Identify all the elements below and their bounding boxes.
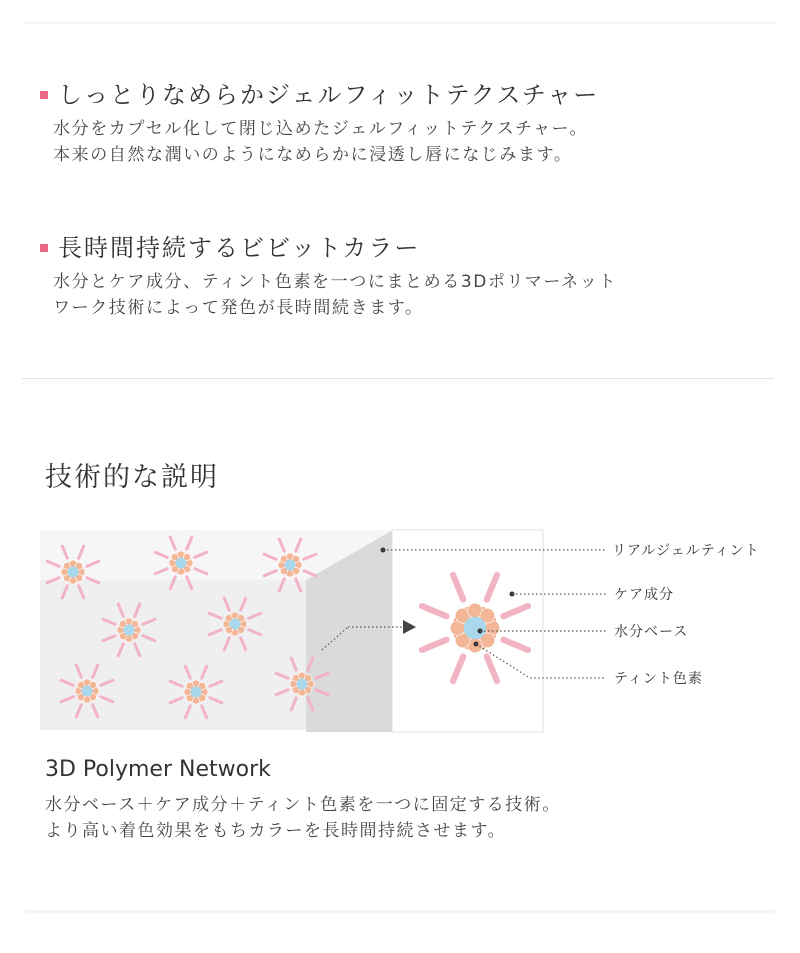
feature-title [40,233,760,263]
water-base-core [285,560,296,571]
feature-title-text: 長時間持続するビビットカラー [58,234,421,262]
feature-title-text: しっとりなめらかジェルフィットテクスチャー [58,81,600,109]
label-real-gel-tint: リアルジェルティント [612,543,760,559]
label-care-ingredient: ケア成分 [614,587,674,603]
square-bullet-icon [40,91,48,99]
polymer-description-line: より高い着色効果をもちカラーを長時間持続させます。 [45,821,507,841]
feature-gel-fit-texture [40,80,760,168]
feature-description-line: 水分をカプセル化して閉じ込めたジェルフィットテクスチャー。 [53,119,589,139]
water-base-core [191,687,202,698]
polymer-description-line: 水分ベース＋ケア成分＋ティント色素を一つに固定する技術。 [45,795,561,815]
label-tint-pigment: ティント色素 [614,671,703,687]
water-base-core [68,567,79,578]
square-bullet-icon [40,244,48,252]
section-divider [22,378,774,379]
feature-description-line: ワーク技術によって発色が長時間続きます。 [53,298,424,318]
polymer-network-diagram [0,520,800,735]
water-base-core [297,679,308,690]
feature-description [40,116,760,168]
feature-description-line: 水分とケア成分、ティント色素を一つにまとめる3Dポリマーネット [53,272,617,292]
bottom-divider [25,910,775,913]
polymer-network-description [45,792,561,844]
tech-section-title: 技術的な説明 [45,462,219,493]
feature-title [40,80,760,110]
feature-vivid-color [40,233,760,321]
water-base-core [124,625,135,636]
polymer-network-title: 3D Polymer Network [45,757,271,782]
label-water-base: 水分ベース [614,624,689,640]
water-base-core [464,617,487,640]
feature-description [40,269,760,321]
top-divider [25,22,775,24]
water-base-core [82,686,93,697]
water-base-core [230,619,241,630]
feature-description-line: 本来の自然な潤いのようになめらかに浸透し唇になじみます。 [53,145,573,165]
water-base-core [176,558,187,569]
